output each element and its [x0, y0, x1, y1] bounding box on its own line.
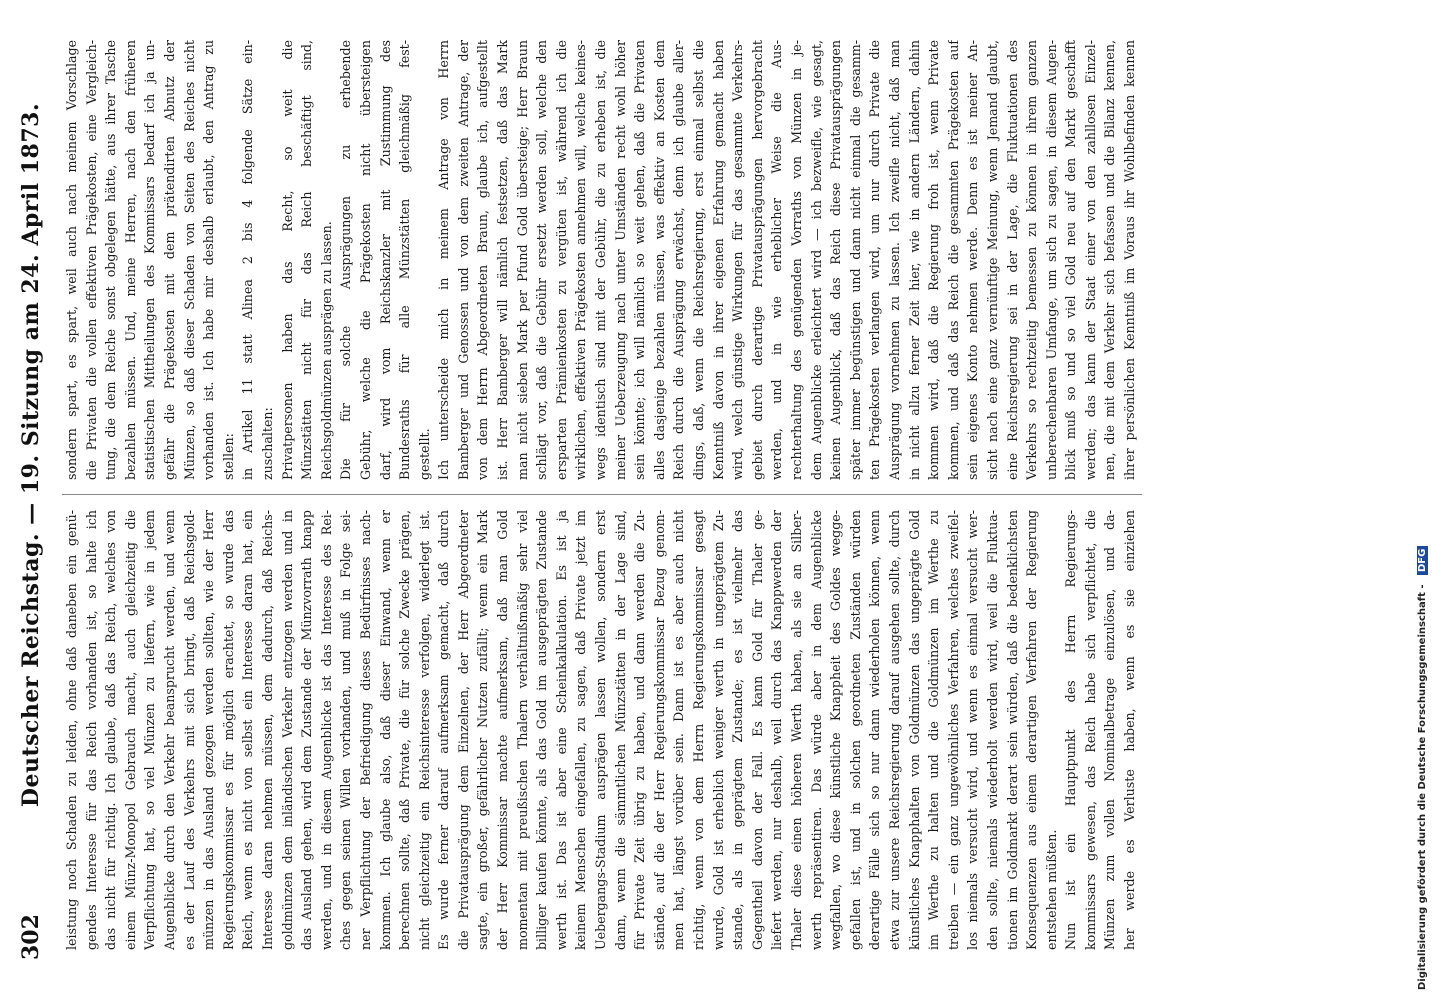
- text-line: statistischen Mittheilungen des Kommissars bedarf ich ja un-: [142, 40, 158, 480]
- text-line: alles dasjenige bezahlen müssen, was effektiv an Kosten dem: [651, 40, 667, 480]
- text-line: keinem Menschen eingefallen, zu sagen, daß Private jetzt im: [573, 510, 589, 950]
- text-line: tionen im Goldmarkt derart sein würden, daß die bedenklichsten: [1004, 510, 1020, 950]
- text-line: ersparten Prämienkosten zu vergüten ist, während ich die: [553, 40, 569, 480]
- text-line: münzen in das Ausland gezogen werden sollten, wie der Herr: [201, 510, 217, 950]
- text-line: tung, die dem Reiche sonst obgelegen hätte, aus ihrer Tasche: [103, 40, 119, 480]
- text-line: ist. Herr Bamberger will nämlich festsetzen, daß das Mark: [495, 40, 511, 480]
- text-line: kommen, und daß das Reich die gesammten Prägekosten auf: [945, 40, 961, 480]
- page-number: 302: [18, 914, 44, 960]
- text-line: einem Münz-Monopol Gebrauch macht, auch gleichzeitig die: [122, 510, 138, 950]
- text-line: darf, wird vom Reichskanzler mit Zustimmung des: [377, 40, 393, 480]
- credit-text: Digitalisierung gefördert durch die Deutsche Forschungsgemeinschaft -: [1417, 584, 1428, 990]
- text-line: [1140, 510, 1142, 950]
- text-line: liefert werden, nur deshalb, weil durch das Knappwerden der: [769, 510, 785, 950]
- left-column: [62, 510, 1142, 950]
- text-line: ihrer persönlichen Kenntniß im Voraus ihr Wohlbefinden kennen: [1122, 40, 1138, 480]
- text-line: ches gegen seinen Willen vorhanden, und muß in Folge sei-: [338, 510, 354, 950]
- text-line: gefallen ist, und in solchen geordneten Zuständen würden: [847, 510, 863, 950]
- text-line: wirklichen, effektiven Prägekosten annehmen will, welche keines-: [573, 40, 589, 480]
- running-title: Deutscher Reichstag. — 19. Sitzung am 24. April 1873.: [18, 102, 44, 808]
- text-line: kommen. Ich glaube also, daß dieser Einwand, wenn er: [377, 510, 393, 950]
- text-line: Konsequenzen aus einem derartigen Verfahren der Regierung: [1024, 510, 1040, 950]
- text-line: die Privatausprägung dem Einzelnen, der Herr Abgeordneter: [455, 510, 471, 950]
- text-line: sagte, ein großer, gefährlicher Nutzen zufällt; wenn ein Mark: [475, 510, 491, 950]
- text-line: das nicht für richtig. Ich glaube, daß das Reich, welches von: [103, 510, 119, 950]
- text-line: keinen Augenblick, daß das Reich diese Privatausprägungen: [828, 40, 844, 480]
- text-line: gefähr die Prägekosten mit dem prätendirten Abnutz der: [161, 40, 177, 480]
- text-line: Thaler diese einen höheren Werth haben, als sie an Silber-: [788, 510, 804, 950]
- text-line: gebiet durch derartige Privatausprägungen hervorgebracht: [749, 40, 765, 480]
- text-line: wegs identisch sind mit der Gebühr, die zu erheben ist, die: [593, 40, 609, 480]
- text-line: wird, welch günstige Wirkungen für das gesammte Verkehrs-: [730, 40, 746, 480]
- text-line: leistung noch Schaden zu leiden, ohne daß daneben ein genü-: [64, 510, 79, 950]
- text-line: werth repräsentiren. Das würde aber in dem Augenblicke: [808, 510, 824, 950]
- page-header: [18, 40, 50, 960]
- text-line: meiner Ueberzeugung nach unter Umständen recht wohl höher: [612, 40, 628, 480]
- text-line: dann, wenn die sämmtlichen Münzstätten in der Lage sind,: [612, 510, 628, 950]
- text-line: in Artikel 11 statt Alinea 2 bis 4 folgende Sätze ein-: [240, 40, 256, 480]
- text-line: man nicht sieben Mark per Pfund Gold übersteige; Herr Braun: [514, 40, 530, 480]
- text-line: Kenntniß davon in ihrer eigenen Erfahrung gemacht haben: [710, 40, 726, 480]
- text-line: das Ausland gehen, wird dem Zustande der Münzvorrath knapp: [299, 510, 315, 950]
- text-line: entstehen müßten.: [1043, 829, 1059, 950]
- text-line: Die für solche Ausprägungen zu erhebende: [338, 40, 354, 480]
- text-line: werth ist. Das ist aber eine Scheinkalkulation. Es ist ja: [553, 510, 569, 950]
- text-line: stellen:: [220, 433, 236, 480]
- text-line: von dem Herrn Abgeordneten Braun, glaube ich, aufgestellt: [475, 40, 491, 480]
- text-line: [1140, 40, 1142, 480]
- text-line: Nun ist ein Hauptpunkt des Herrn Regierungs-: [1063, 510, 1079, 950]
- text-line: Reichsgoldmünzen ausprägen zu lassen.: [318, 221, 334, 480]
- text-line: Regierungskommissar es für möglich erachtet, so wurde das: [220, 510, 236, 950]
- text-line: momentan mit preußischen Thalern verhältnißmäßig sehr viel: [514, 510, 530, 950]
- text-line: Verpflichtung hat, so viel Münzen zu liefern, wie in jedem: [142, 510, 158, 950]
- text-line: ner Verpflichtung der Befriedigung dieses Bedürfnisses nach-: [357, 510, 373, 950]
- text-line: Reich durch die Ausprägung erwächst, denn ich glaube aller-: [671, 40, 687, 480]
- text-line: sein eigenes Konto nehmen werde. Denn es ist meiner An-: [965, 40, 981, 480]
- text-line: Uebergangs-Stadium ausprägen lassen wollen, sondern erst: [593, 510, 609, 950]
- text-line: bezahlen müssen. Und, meine Herren, nach den früheren: [122, 40, 138, 480]
- text-line: werden; das kann der Staat einer von den zahllosen Einzel-: [1082, 40, 1098, 480]
- text-line: im Werthe zu halten und die Goldmünzen im Werthe zu: [926, 510, 942, 950]
- text-line: nen, die mit dem Verkehr sich befassen und die Bilanz kennen,: [1102, 40, 1118, 480]
- text-line: Ausprägung vornehmen zu lassen. Ich zweifle nicht, daß man: [886, 40, 902, 480]
- text-line: Interesse daran nehmen müssen, dem dadurch, daß Reichs-: [259, 510, 275, 950]
- text-line: Reich, wenn es nicht von selbst ein Interesse daran hat, ein: [240, 510, 256, 950]
- text-line: gestellt.: [416, 428, 432, 480]
- text-line: Ich unterscheide mich in meinem Antrage von Herrn: [436, 40, 452, 480]
- text-line: stande, als in geprägtem Zustande; es ist vielmehr das: [730, 510, 746, 950]
- text-line: wurde, Gold ist erheblich weniger werth in ungeprägtem Zu-: [710, 510, 726, 950]
- right-column: [62, 40, 1142, 480]
- text-line: Münzen, so daß dieser Schaden von Seiten des Reiches nicht: [181, 40, 197, 480]
- text-line: Gebühr, welche die Prägekosten nicht übersteigen: [357, 40, 373, 480]
- text-line: dem Augenblicke erleichtert wird — ich bezweifle, wie gesagt,: [808, 40, 824, 480]
- text-line: kommen wird, daß die Regierung froh ist, wenn Private: [926, 40, 942, 480]
- text-line: blick muß so und so viel Gold neu auf den Markt geschafft: [1063, 40, 1079, 480]
- text-line: sondern spart, es spart, weil auch nach meinem Vorschlage: [64, 40, 79, 480]
- text-line: es der Lauf des Verkehrs mit sich bringt, daß Reichsgold-: [181, 510, 197, 950]
- text-line: Augenblicke durch den Verkehr beansprucht werden, und wenn: [161, 510, 177, 950]
- text-line: kommissars gewesen, das Reich habe sich verpflichtet, die: [1082, 510, 1098, 950]
- text-line: gendes Interesse für das Reich vorhanden ist, so halte ich: [83, 510, 99, 950]
- text-line: schlägt vor, daß die Gebühr ersetzt werden soll, welche den: [534, 40, 550, 480]
- text-line: vorhanden ist. Ich habe mir deshalb erlaubt, den Antrag zu: [201, 40, 217, 480]
- text-line: Bamberger und Genossen und von dem zweiten Antrage, der: [455, 40, 471, 480]
- text-line: sicht nach eine ganz vernünftige Meinung, wenn Jemand glaubt,: [984, 40, 1000, 480]
- text-line: werden, und in wie erheblicher Weise die Aus-: [769, 40, 785, 480]
- text-line: Bundesraths für alle Münzstätten gleichmäßig fest-: [397, 40, 413, 480]
- text-line: unberechenbaren Umfange, um sich zu sagen, in diesem Augen-: [1043, 40, 1059, 480]
- text-line: derartige Fälle sich so nur dann wiederholen können, wenn: [867, 510, 883, 950]
- text-line: die Privaten die vollen effektiven Prägekosten, eine Vergleich-: [83, 40, 99, 480]
- text-line: in nicht allzu ferner Zeit hier, wie in andern Ländern, dahin: [906, 40, 922, 480]
- text-line: etwa zur unsere Reichsregierung darauf ausgehen sollte, durch: [886, 510, 902, 950]
- text-line: berechnen sollte, daß Private, die für solche Zwecke prägen,: [397, 510, 413, 950]
- text-line: her werde es Verluste haben, wenn es sie einziehen: [1122, 510, 1138, 950]
- text-line: rechterhaltung des genügenden Vorraths von Münzen in je-: [788, 40, 804, 480]
- text-line: später immer begünstigen und dann nicht einmal die gesamm-: [847, 40, 863, 480]
- text-line: ten Prägekosten verlangen wird, um nur durch Private die: [867, 40, 883, 480]
- text-line: goldmünzen dem inländischen Verkehr entzogen werden und in: [279, 510, 295, 950]
- text-line: werden, und in diesem Augenblicke ist das Interesse des Rei-: [318, 510, 334, 950]
- text-line: eine Reichsregierung sei in der Lage, die Fluktuationen des: [1004, 40, 1020, 480]
- text-line: der Herr Kommissar machte aufmerksam, daß man Gold: [495, 510, 511, 950]
- dfg-logo: DFG: [1417, 546, 1428, 575]
- text-line: Gegentheil davon der Fall. Es kann Gold für Thaler ge-: [749, 510, 765, 950]
- text-line: den sollte, niemals wiederholt werden wird, weil die Fluktua-: [984, 510, 1000, 950]
- text-line: für Private Zeit übrig zu haben, und dann werden die Zu-: [632, 510, 648, 950]
- text-line: Es wurde ferner darauf aufmerksam gemacht, daß durch: [436, 510, 452, 950]
- text-line: richtig, wenn von dem Herrn Regierungskommissar gesagt: [691, 510, 706, 950]
- text-line: Privatpersonen haben das Recht, so weit die: [279, 40, 295, 480]
- digitization-credit: [1417, 10, 1431, 990]
- text-line: treiben — ein ganz ungewöhnliches Verfahren, welches zweifel-: [945, 510, 961, 950]
- text-line: Münzstätten nicht für das Reich beschäftigt sind,: [299, 40, 315, 480]
- text-line: Münzen zum vollen Nominalbetrage einzulösen, und da-: [1102, 510, 1118, 950]
- text-line: Verkehrs so rechtzeitig bemessen zu können in ihrem ganzen: [1024, 40, 1040, 480]
- text-line: dings, daß, wenn die Reichsregierung, erst einmal selbst die: [691, 40, 706, 480]
- text-line: zuschalten:: [259, 407, 275, 480]
- text-line: men hat, längst vorüber sein. Dann ist es aber auch nicht: [671, 510, 687, 950]
- text-line: stände, auf die der Herr Regierungskommissar Bezug genom-: [651, 510, 667, 950]
- text-line: los niemals versucht wird, und wenn es einmal versucht wer-: [965, 510, 981, 950]
- text-line: sein könnte; ich will nämlich so weit gehen, daß die Privaten: [632, 40, 648, 480]
- text-line: künstliches Knapphalten von Goldmünzen das ungeprägte Gold: [906, 510, 922, 950]
- column-divider: [62, 494, 1142, 495]
- text-line: nicht gleichzeitig ein Reichsinteresse verfolgen, widerlegt ist.: [416, 510, 432, 950]
- text-line: wegfallen, wo diese künstliche Knappheit des Goldes wegge-: [828, 510, 844, 950]
- text-line: billiger kaufen könnte, als das Gold im ausgeprägten Zustande: [534, 510, 550, 950]
